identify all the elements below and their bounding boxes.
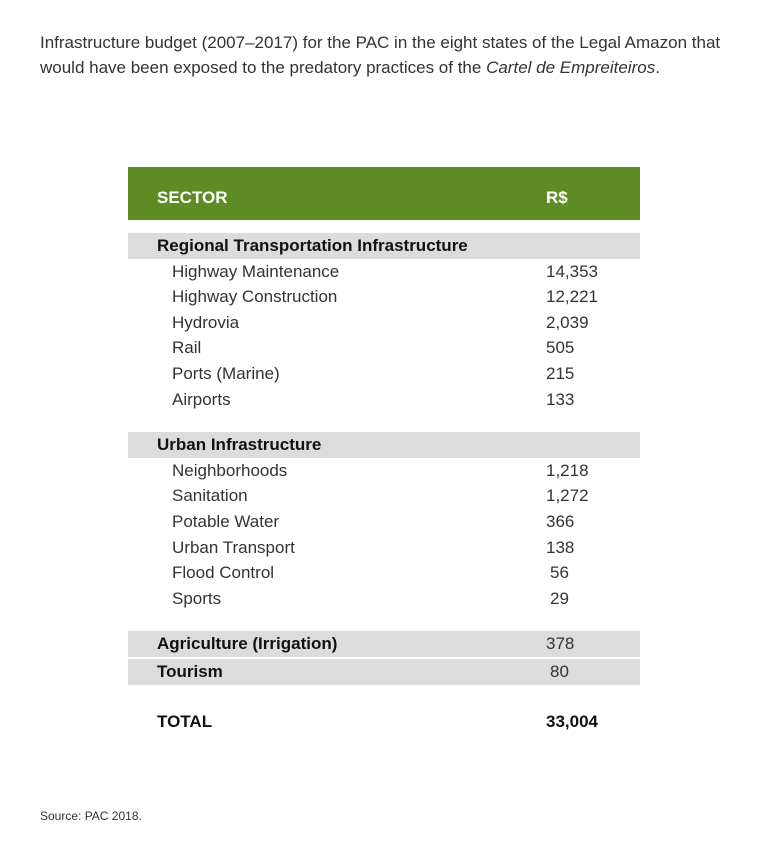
row-label: Highway Construction [172,287,338,307]
row-value: 12,221 [546,287,598,307]
row-value: 133 [546,389,575,409]
row-value: 29 [550,588,569,608]
budget-table [128,167,640,734]
table-header [128,167,640,220]
group-title: Regional Transportation Infrastructure [157,236,468,255]
table-caption [40,30,740,80]
table-row [128,310,640,336]
table-row [128,361,640,387]
row-label: Tourism [157,661,223,681]
row-label: Airports [172,389,231,409]
row-label: Agriculture (Irrigation) [157,634,338,654]
row-label: Sanitation [172,486,248,506]
row-value: 505 [546,338,575,358]
row-value: 56 [550,563,569,583]
row-value: 366 [546,511,575,531]
total-value: 33,004 [546,711,598,731]
total-label: TOTAL [157,711,213,731]
row-label: Flood Control [172,563,275,583]
source-note: Source: PAC 2018. [40,809,142,823]
group-header-urban [128,432,640,458]
row-value: 1,272 [546,486,589,506]
row-label: Urban Transport [172,537,295,557]
row-label: Ports (Marine) [172,363,280,383]
table-row [128,259,640,285]
row-value: 215 [546,363,575,383]
spacer [128,685,640,709]
group-header-regional [128,233,640,259]
tourism-row [128,659,640,685]
row-label: Potable Water [172,511,280,531]
row-value: 1,218 [546,460,589,480]
row-value: 138 [546,537,575,557]
table-row [128,560,640,586]
total-row [128,709,640,735]
group-title: Urban Infrastructure [157,435,322,455]
table-row [128,509,640,535]
caption-italic: Cartel de Empreiteiros [486,58,656,77]
header-value: R$ [546,188,568,207]
row-value: 378 [546,634,575,654]
row-value: 80 [550,661,569,681]
row-label: Hydrovia [172,312,240,332]
row-label: Rail [172,338,202,358]
caption-text: Infrastructure budget (2007–2017) for the PAC in the eight states of the Legal Amazon that would have been exposed to the predatory practices of the [40,33,721,77]
agriculture-row [128,631,640,657]
table-row [128,335,640,361]
table-row [128,483,640,509]
table-row [128,387,640,413]
table-row [128,458,640,484]
row-label: Neighborhoods [172,460,288,480]
caption-end: . [655,58,660,77]
spacer [128,611,640,631]
row-label: Sports [172,588,222,608]
header-sector: SECTOR [157,188,228,207]
row-label: Highway Maintenance [172,261,340,281]
spacer [128,220,640,233]
table-row [128,284,640,310]
table-row [128,535,640,561]
table-row [128,586,640,612]
spacer [128,412,640,432]
row-value: 14,353 [546,261,598,281]
row-value: 2,039 [546,312,589,332]
